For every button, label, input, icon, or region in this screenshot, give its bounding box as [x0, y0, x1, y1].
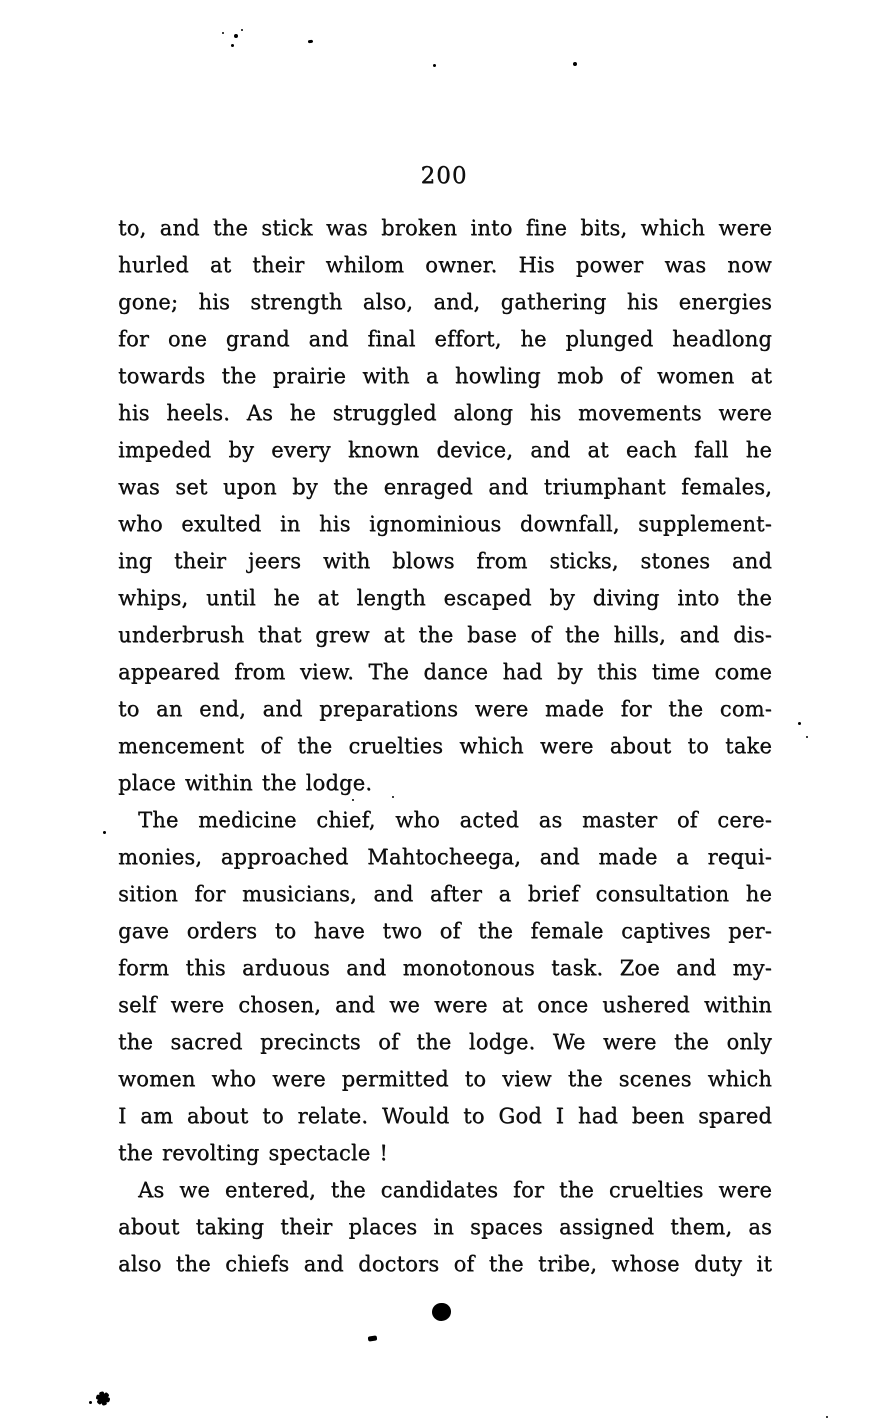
text-line: mencement of the cruelties which were about to take	[118, 734, 772, 758]
text-line: sition for musicians, and after a brief consultation he	[118, 882, 772, 906]
text-line: gone; his strength also, and, gathering his energies	[118, 290, 772, 314]
page-number: 200	[420, 163, 468, 189]
ink-speck	[806, 736, 808, 738]
text-line: to an end, and preparations were made for the com-	[118, 697, 772, 721]
ink-star-mark	[96, 1394, 111, 1402]
text-line: who exulted in his ignominious downfall, supplement-	[118, 512, 772, 536]
text-line: I am about to relate. Would to God I had been spared	[118, 1104, 772, 1128]
ink-speck	[89, 1401, 92, 1404]
text-line: whips, until he at length escaped by diving into the	[118, 586, 772, 610]
text-line: appeared from view. The dance had by this time come	[118, 660, 772, 684]
text-line: also the chiefs and doctors of the tribe, whose duty it	[118, 1252, 772, 1276]
ink-dash-speck	[308, 40, 313, 44]
text-line: about taking their places in spaces assigned them, as	[118, 1215, 772, 1239]
text-line: The medicine chief, who acted as master of cere-	[138, 808, 772, 832]
ink-dash-speck	[368, 1335, 378, 1341]
ink-speck	[222, 32, 224, 34]
text-line: gave orders to have two of the female captives per-	[118, 919, 772, 943]
ink-speck	[241, 29, 243, 31]
text-line: to, and the stick was broken into fine bits, which were	[118, 216, 772, 240]
text-line: women who were permitted to view the scenes which	[118, 1067, 772, 1091]
text-line: monies, approached Mahtocheega, and made a requi-	[118, 845, 772, 869]
ink-blob-mark	[432, 1303, 451, 1321]
ink-speck	[573, 62, 577, 66]
text-line: form this arduous and monotonous task. Zoe and my-	[118, 956, 772, 980]
ink-speck	[234, 34, 238, 38]
text-line: place within the lodge.	[118, 771, 373, 795]
text-line: the sacred precincts of the lodge. We were the only	[118, 1030, 772, 1054]
ink-speck	[392, 796, 394, 798]
text-line: underbrush that grew at the base of the hills, and dis-	[118, 623, 772, 647]
text-line: was set upon by the enraged and triumphant females,	[118, 475, 772, 499]
text-line: for one grand and final effort, he plunged headlong	[118, 327, 772, 351]
text-block	[118, 210, 772, 1283]
text-line: his heels. As he struggled along his movements were	[118, 401, 772, 425]
ink-speck	[433, 64, 436, 67]
text-line: self were chosen, and we were at once ushered within	[118, 993, 772, 1017]
ink-speck	[798, 722, 801, 725]
ink-speck	[826, 1416, 828, 1418]
text-line: towards the prairie with a howling mob of women at	[118, 364, 772, 388]
text-line: the revolting spectacle !	[118, 1141, 388, 1165]
ink-speck	[231, 44, 234, 47]
text-line: impeded by every known device, and at each fall he	[118, 438, 772, 462]
text-line: As we entered, the candidates for the cruelties were	[138, 1178, 772, 1202]
text-line: hurled at their whilom owner. His power was now	[118, 253, 772, 277]
ink-speck	[103, 831, 106, 834]
text-line: ing their jeers with blows from sticks, stones and	[118, 549, 772, 573]
ink-speck	[352, 799, 354, 801]
